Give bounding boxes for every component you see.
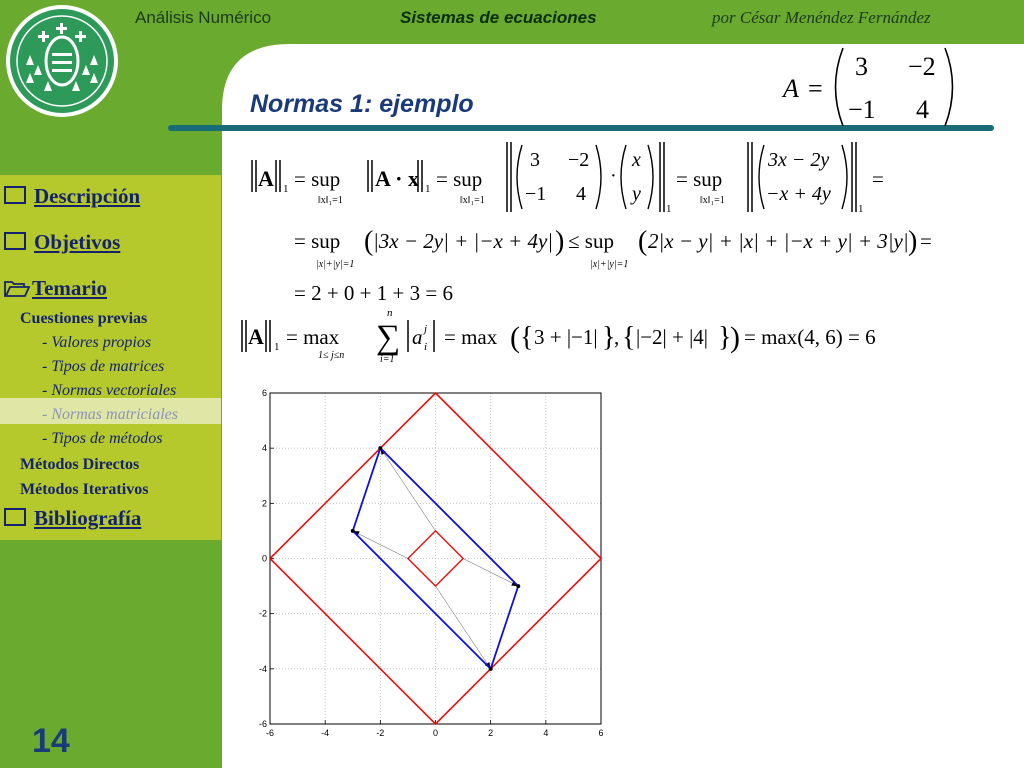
equation-line-4 <box>242 307 876 365</box>
svg-text:= sup: = sup <box>294 229 341 253</box>
svg-text:i=1: i=1 <box>380 354 395 365</box>
svg-text:j: j <box>424 323 428 335</box>
y-tick-label: -2 <box>258 608 267 619</box>
nav-bibliografia[interactable] <box>4 506 141 531</box>
svg-text:= sup: = sup <box>436 167 483 191</box>
svg-text:·: · <box>610 165 617 187</box>
svg-text:a: a <box>412 325 423 349</box>
svg-text:A: A <box>258 166 274 191</box>
line4-result: = max(4, 6) = 6 <box>744 325 876 349</box>
matrix-a22: 4 <box>916 95 929 124</box>
checkbox-icon <box>4 508 26 526</box>
svg-text:=: = <box>808 74 823 103</box>
svg-text:}: } <box>718 322 732 353</box>
nav-metodos-iterativos[interactable]: Métodos Iterativos <box>20 481 149 498</box>
course-title: Análisis Numérico <box>135 8 272 27</box>
blue-image-edge <box>491 586 519 669</box>
nav-metodos-directos[interactable]: Métodos Directos <box>20 456 140 473</box>
svg-text:‖x‖₁=1: ‖x‖₁=1 <box>700 195 725 206</box>
unit-ball-plot <box>254 382 614 742</box>
matrix-a11: 3 <box>855 52 868 81</box>
plot-ticks <box>259 388 604 738</box>
svg-text:|x|+|y|=1: |x|+|y|=1 <box>590 259 629 270</box>
svg-text:(: ( <box>638 226 648 257</box>
svg-text:|x|+|y|=1: |x|+|y|=1 <box>316 259 355 270</box>
svg-text:= sup: = sup <box>676 167 723 191</box>
nav-cuestiones-previas[interactable]: Cuestiones previas <box>20 310 148 327</box>
svg-text:−x + 4y: −x + 4y <box>766 183 831 205</box>
blue-image-edge <box>353 448 381 531</box>
page-number: 14 <box>32 722 70 760</box>
y-tick-label: 4 <box>261 443 267 454</box>
svg-text:1: 1 <box>666 203 672 215</box>
svg-text:): ) <box>908 226 918 257</box>
svg-text:1≤ j≤n: 1≤ j≤n <box>318 350 345 361</box>
x-tick-label: 0 <box>432 728 439 738</box>
svg-text:1: 1 <box>858 203 864 215</box>
author-credit: por César Menéndez Fernández <box>712 8 931 27</box>
svg-text:= max: = max <box>444 325 498 349</box>
svg-text:1: 1 <box>274 341 280 353</box>
svg-text:,: , <box>614 325 620 349</box>
nav-descripcion-label: Descripción <box>34 184 141 208</box>
y-tick-label: -4 <box>258 663 267 674</box>
x-tick-label: -4 <box>321 728 330 738</box>
svg-text:x: x <box>632 149 641 171</box>
y-tick-label: 2 <box>261 498 267 509</box>
svg-text:3x − 2y: 3x − 2y <box>768 149 830 171</box>
line1-equals: = <box>872 167 884 191</box>
x-tick-label: -6 <box>265 728 275 738</box>
svg-text:∑: ∑ <box>376 319 401 356</box>
y-tick-label: 0 <box>261 553 267 564</box>
nav-valores-propios[interactable]: - Valores propios <box>42 334 152 351</box>
nav-bibliografia-label: Bibliografía <box>34 506 142 530</box>
svg-text:|3x − 2y| + |−x + 4y|: |3x − 2y| + |−x + 4y| <box>373 229 554 253</box>
nav-tipos-metodos[interactable]: - Tipos de métodos <box>42 430 163 447</box>
mapping-arrow <box>463 559 518 587</box>
svg-text:=: = <box>920 229 932 253</box>
equation-line-2 <box>294 226 932 270</box>
svg-text:A: A <box>783 74 799 103</box>
svg-text:): ) <box>555 226 565 257</box>
svg-text:A · x: A · x <box>375 166 420 191</box>
mapping-arrow <box>380 448 435 531</box>
matrix-a21: −1 <box>848 95 876 124</box>
vertex-point <box>351 529 355 533</box>
blue-image-edge <box>380 448 518 586</box>
blue-image-edge <box>353 531 491 669</box>
svg-text:n: n <box>387 307 393 319</box>
nav-tipos-matrices[interactable]: - Tipos de matrices <box>42 358 165 375</box>
svg-text:‖x‖₁=1: ‖x‖₁=1 <box>460 195 485 206</box>
nav-normas-matriciales[interactable]: - Normas matriciales <box>42 406 178 423</box>
vertex-point <box>489 667 493 671</box>
matrix-a-definition <box>781 48 953 126</box>
vertex-point <box>378 446 382 450</box>
x-tick-label: 2 <box>488 728 494 738</box>
x-tick-label: 6 <box>598 728 604 738</box>
topic-title: Sistemas de ecuaciones <box>400 8 597 27</box>
svg-text:≤ sup: ≤ sup <box>568 229 614 253</box>
nav-objetivos-label: Objetivos <box>34 230 121 254</box>
matrix-a12: −2 <box>908 52 936 81</box>
svg-text:{: { <box>520 322 534 353</box>
svg-text:1: 1 <box>283 183 289 195</box>
svg-text:‖x‖₁=1: ‖x‖₁=1 <box>318 195 343 206</box>
norm-derivation <box>0 0 1024 380</box>
y-tick-label: -6 <box>258 719 267 729</box>
slide-title: Normas 1: ejemplo <box>250 90 474 118</box>
y-tick-label: 6 <box>261 388 267 398</box>
svg-text:i: i <box>424 341 428 353</box>
equation-line-3: = 2 + 0 + 1 + 3 = 6 <box>294 281 453 305</box>
svg-text:2|x − y| + |x| + |−x + y| + 3|: 2|x − y| + |x| + |−x + y| + 3|y| <box>648 229 909 253</box>
mapping-arrow <box>436 586 491 669</box>
svg-text:): ) <box>730 321 740 354</box>
nav-temario-label: Temario <box>32 276 108 300</box>
svg-text:4: 4 <box>576 183 586 205</box>
svg-text:3 + |−1|: 3 + |−1| <box>534 325 598 349</box>
nav-normas-vectoriales[interactable]: - Normas vectoriales <box>42 382 177 399</box>
svg-text:(: ( <box>364 226 374 257</box>
mapping-arrow <box>353 531 408 559</box>
svg-text:3: 3 <box>530 149 540 171</box>
svg-text:}: } <box>602 322 616 353</box>
svg-text:(: ( <box>510 321 520 354</box>
x-tick-label: -2 <box>376 728 385 738</box>
svg-text:y: y <box>632 183 641 205</box>
plot-grid <box>270 393 601 724</box>
equation-line-1 <box>252 142 884 215</box>
svg-text:1: 1 <box>425 183 431 195</box>
svg-text:{: { <box>622 322 636 353</box>
svg-text:= max: = max <box>286 325 340 349</box>
svg-text:A: A <box>248 324 264 349</box>
svg-text:−2: −2 <box>568 149 590 171</box>
svg-text:|−2| + |4|: |−2| + |4| <box>636 325 709 349</box>
svg-text:−1: −1 <box>525 183 547 205</box>
svg-text:= sup: = sup <box>294 167 341 191</box>
x-tick-label: 4 <box>543 728 549 738</box>
vertex-point <box>516 584 520 588</box>
